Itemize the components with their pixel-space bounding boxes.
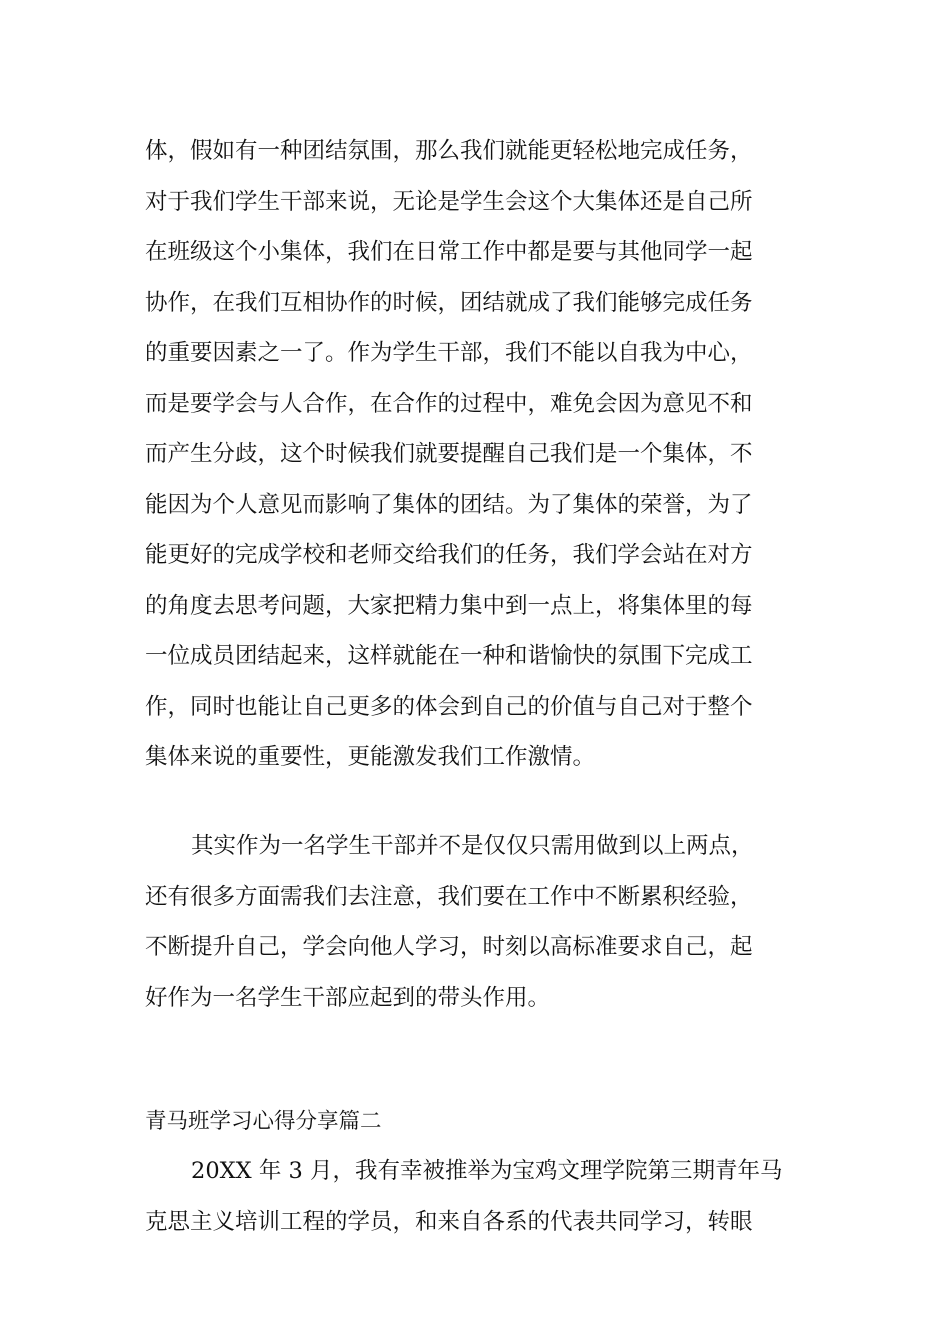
paragraph-line: 对于我们学生干部来说，无论是学生会这个大集体还是自己所: [145, 188, 753, 215]
paragraph-line: 而产生分歧，这个时候我们就要提醒自己我们是一个集体，不: [145, 441, 753, 467]
paragraph-line: 能更好的完成学校和老师交给我们的任务，我们学会站在对方: [145, 542, 753, 568]
paragraph-line: 好作为一名学生干部应起到的带头作用。: [145, 984, 551, 1011]
paragraph-line: 一位成员团结起来，这样就能在一种和谐愉快的氛围下完成工: [145, 643, 753, 669]
paragraph-line: 在班级这个小集体，我们在日常工作中都是要与其他同学一起: [145, 239, 753, 265]
paragraph-line: 而是要学会与人合作，在合作的过程中，难免会因为意见不和: [145, 390, 753, 417]
paragraph-line: 还有很多方面需我们去注意，我们要在工作中不断累积经验，: [145, 883, 753, 910]
section-title: 青马班学习心得分享篇二: [145, 1109, 382, 1134]
paragraph-line: 的重要因素之一了。作为学生干部，我们不能以自我为中心，: [145, 340, 753, 366]
paragraph-line: 克思主义培训工程的学员，和来自各系的代表共同学习，转眼: [145, 1208, 753, 1235]
paragraph-teamwork: [145, 126, 805, 783]
paragraph-summary: [145, 821, 805, 1023]
paragraph-line: 20XX 年 3 月，我有幸被推举为宝鸡文理学院第三期青年马: [191, 1158, 783, 1184]
paragraph-line: 作，同时也能让自己更多的体会到自己的价值与自己对于整个: [145, 693, 753, 720]
paragraph-line: 其实作为一名学生干部并不是仅仅只需用做到以上两点，: [191, 833, 754, 859]
paragraph-line: 集体来说的重要性，更能激发我们工作激情。: [145, 744, 596, 770]
paragraph-line: 协作，在我们互相协作的时候，团结就成了我们能够完成任务: [145, 289, 753, 316]
paragraph-line: 不断提升自己，学会向他人学习，时刻以高标准要求自己，起: [145, 934, 753, 960]
paragraph-line: 体，假如有一种团结氛围，那么我们就能更轻松地完成任务，: [145, 138, 753, 164]
paragraph-intro: [145, 1146, 805, 1247]
paragraph-line: 能因为个人意见而影响了集体的团结。为了集体的荣誉，为了: [145, 491, 753, 518]
paragraph-line: 的角度去思考问题，大家把精力集中到一点上，将集体里的每: [145, 592, 753, 619]
